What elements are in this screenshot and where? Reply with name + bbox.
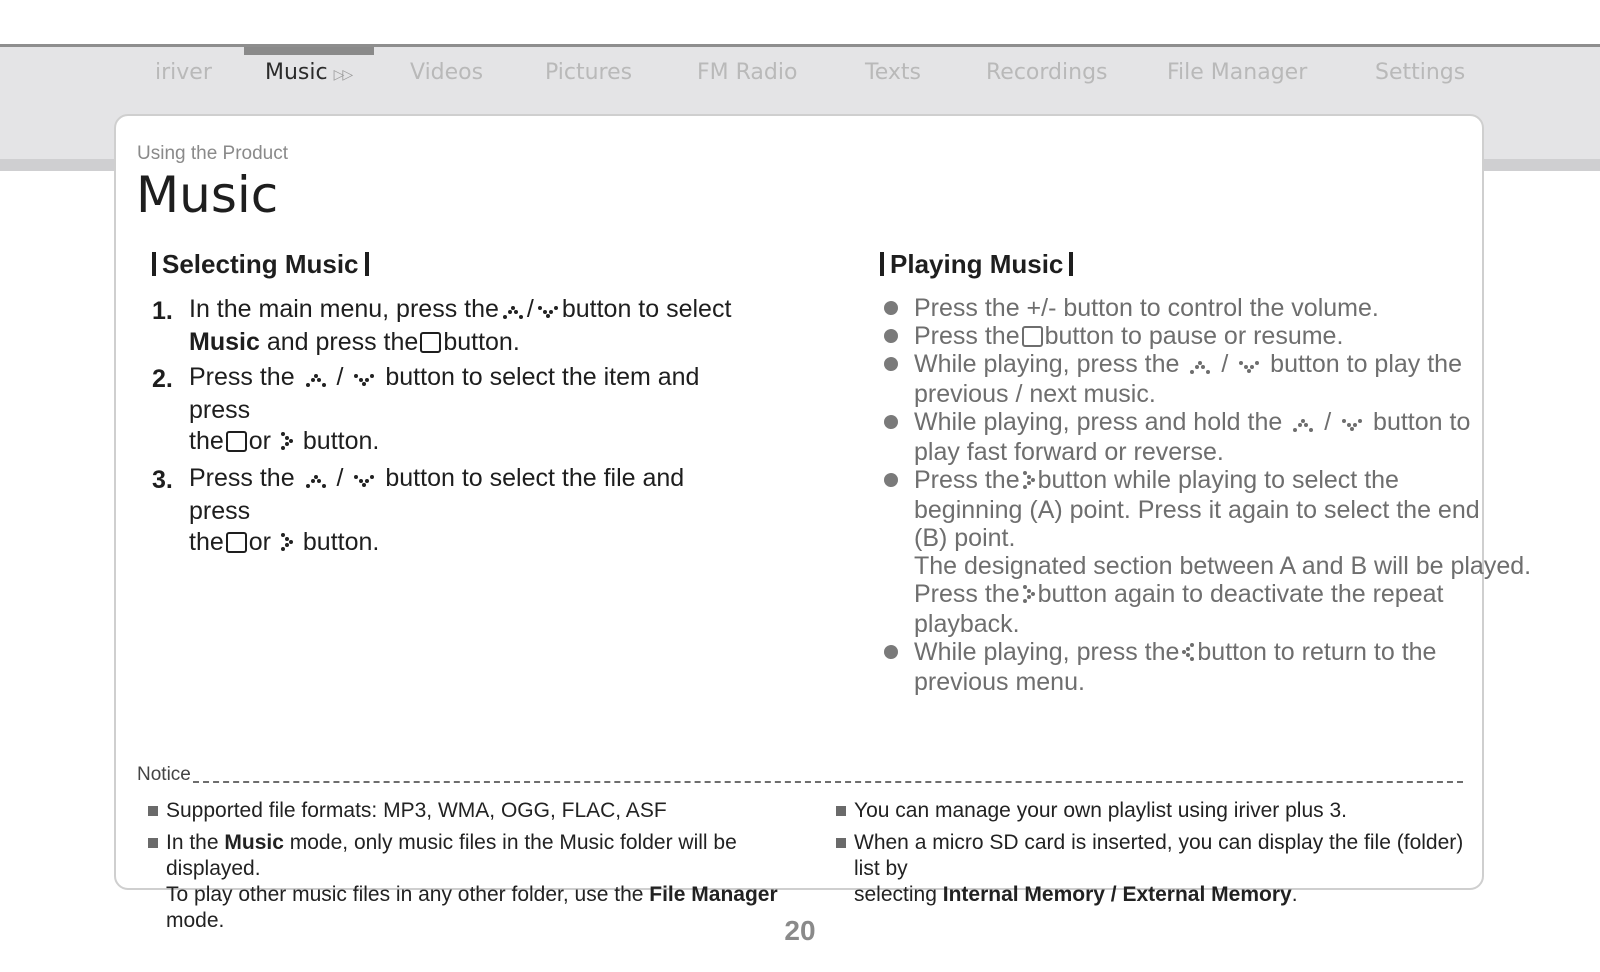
right-button-icon (280, 428, 294, 459)
nav-item-recordings[interactable]: Recordings (986, 60, 1108, 85)
down-button-icon (1340, 410, 1364, 438)
step-text: button to select (561, 295, 732, 323)
bullet-text: While playing, press the (914, 638, 1180, 666)
nav-item-music[interactable] (265, 60, 351, 85)
step-text: or (248, 427, 271, 455)
playing-music-heading (880, 249, 1079, 280)
bullet-volume (882, 294, 1492, 322)
nav-item-file-manager[interactable]: File Manager (1167, 60, 1308, 85)
note-text: Supported file formats: MP3, WMA, OGG, FLAC, ASF (166, 799, 667, 822)
bullet-text: While playing, press the (914, 350, 1180, 378)
bullet-prev-next (882, 350, 1492, 408)
step-text: Press the (189, 363, 295, 391)
bullet-back (882, 638, 1492, 696)
nav-item-settings[interactable]: Settings (1375, 60, 1466, 85)
bullet-text: button to pause or resume. (1044, 322, 1344, 350)
bullet-text: button again to deactivate the repeat playback. (914, 580, 1444, 638)
bullet-text: Press the (914, 580, 1020, 608)
selecting-music-heading (152, 249, 375, 280)
down-button-icon (1237, 352, 1261, 380)
note-text: . (1291, 883, 1298, 906)
bullet-text: button to play the previous / next music. (914, 350, 1462, 408)
note-formats (148, 798, 798, 824)
bullet-text: Press the (914, 322, 1020, 350)
note-text: You can manage your own playlist using iriver plus 3. (854, 799, 1347, 822)
nav-item-music-label: Music (265, 60, 328, 85)
step-text: / (336, 363, 344, 391)
play-pause-button-icon (226, 532, 247, 553)
nav-item-fm-radio[interactable]: FM Radio (697, 60, 798, 85)
bullet-text: button while playing to select the beginning (A) point. Press it again to select the end (B) point. (914, 466, 1480, 552)
step-number: 2. (152, 365, 173, 393)
bullet-text: button to return to the previous menu. (914, 638, 1437, 696)
down-button-icon (352, 364, 376, 395)
bullet-ab-repeat (882, 466, 1532, 638)
bullet-text: The designated section between A and B will be played. (914, 552, 1532, 580)
down-button-icon (352, 465, 376, 496)
note-bullet (836, 806, 846, 816)
notice-divider (193, 781, 1463, 783)
active-tab-indicator (244, 47, 374, 55)
playing-music-heading-text: Playing Music (890, 249, 1064, 279)
bullet-dot (884, 415, 898, 429)
up-button-icon (304, 364, 328, 395)
bullet-text: While playing, press and hold the (914, 408, 1283, 436)
note-bullet (148, 838, 158, 848)
breadcrumb: Using the Product (137, 143, 289, 164)
note-bullet (148, 806, 158, 816)
step-number: 3. (152, 466, 173, 494)
note-bold: Music (224, 831, 284, 854)
page-title: Music (136, 166, 279, 224)
bullet-pause (882, 322, 1492, 350)
bullet-dot (884, 301, 898, 315)
step-text: button. (302, 427, 380, 455)
step-3 (152, 463, 732, 560)
note-text: In the (166, 831, 219, 854)
up-button-icon (501, 296, 525, 327)
bullet-text: / (1324, 408, 1332, 436)
step-text: and press the (266, 328, 419, 356)
note-text: mode, only music files in the Music folder will be displayed. (166, 831, 737, 880)
note-text: To play other music files in any other folder, use the (166, 883, 644, 906)
left-button-icon (1181, 640, 1195, 668)
step-text: or (248, 528, 271, 556)
bullet-dot (884, 473, 898, 487)
bullet-text: / (1221, 350, 1229, 378)
playing-bullets (882, 294, 1532, 696)
nav-item-videos[interactable]: Videos (410, 60, 484, 85)
bullet-text: Press the (914, 466, 1020, 494)
selecting-steps (152, 294, 732, 564)
selecting-music-heading-text: Selecting Music (162, 249, 359, 279)
step-number: 1. (152, 297, 173, 325)
step-text: button. (302, 528, 380, 556)
play-pause-button-icon (420, 332, 441, 353)
notice-label: Notice (137, 764, 191, 785)
note-text: When a micro SD card is inserted, you can display the file (folder) list by (854, 831, 1464, 880)
up-button-icon (1291, 410, 1315, 438)
page-number: 20 (784, 915, 816, 946)
note-text: selecting (854, 883, 937, 906)
note-bold: File Manager (649, 883, 778, 906)
play-pause-button-icon (226, 431, 247, 452)
step-bold: Music (189, 328, 260, 356)
step-text: the (189, 528, 224, 556)
step-text: the (189, 427, 224, 455)
bullet-text: button to play fast forward or reverse. (914, 408, 1471, 466)
step-1 (152, 294, 732, 358)
step-text: / (336, 464, 344, 492)
right-button-icon (1022, 468, 1036, 496)
bullet-dot (884, 329, 898, 343)
bullet-dot (884, 357, 898, 371)
note-bold: Internal Memory / External Memory (942, 883, 1292, 906)
nav-item-texts[interactable]: Texts (865, 60, 921, 85)
heading-bar (365, 252, 369, 276)
step-text: / (526, 295, 534, 323)
note-bullet (836, 838, 846, 848)
note-text: mode. (166, 909, 225, 932)
step-text: Press the (189, 464, 295, 492)
heading-bar (152, 252, 156, 276)
step-text: button. (443, 328, 520, 356)
double-arrow-icon: ▷▷ (333, 67, 352, 83)
step-text: In the main menu, press the (189, 295, 499, 323)
notice-right (836, 798, 1476, 914)
heading-bar (880, 252, 884, 276)
right-button-icon (1022, 582, 1036, 610)
nav-item-iriver[interactable]: iriver (155, 60, 212, 85)
nav-item-pictures[interactable]: Pictures (545, 60, 633, 85)
main-nav (0, 60, 1600, 102)
note-playlist (836, 798, 1476, 824)
note-micro-sd (836, 830, 1476, 908)
play-pause-button-icon (1022, 326, 1043, 347)
up-button-icon (1188, 352, 1212, 380)
right-button-icon (280, 529, 294, 560)
down-button-icon (536, 296, 560, 327)
step-text: button to select the item and press (189, 363, 700, 424)
step-2 (152, 362, 732, 459)
heading-bar (1069, 252, 1073, 276)
up-button-icon (304, 465, 328, 496)
step-text: button to select the file and press (189, 464, 685, 525)
bullet-fast-forward (882, 408, 1492, 466)
bullet-text: Press the +/- button to control the volume. (914, 294, 1379, 322)
bullet-dot (884, 645, 898, 659)
